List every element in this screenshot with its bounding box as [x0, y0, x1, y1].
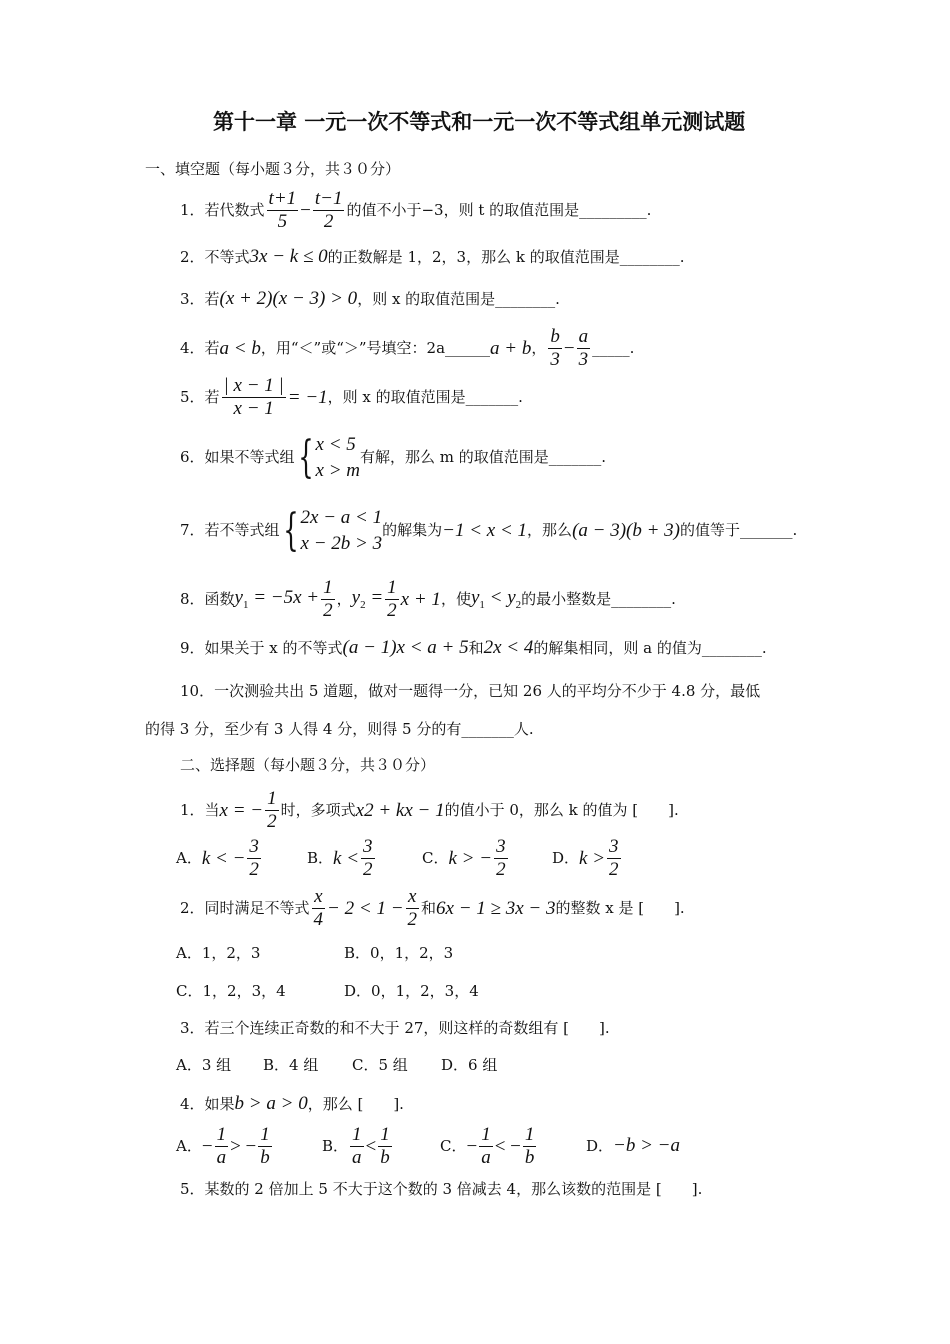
- fraction: $\frac{a}{3}$: [578, 326, 589, 370]
- choice-question-1: 1．当x = − $\frac{1}{2}$ 时，多项式x2 + kx − 1的值小于 0，那么 k 的值为 [ ].: [180, 788, 679, 832]
- question-2: 2．不等式3x − k ≤ 0的正数解是 1，2，3，那么 k 的取值范围是________.: [180, 246, 685, 267]
- left-brace-icon: {: [282, 504, 299, 556]
- inequality-system: x < 5 x > m: [315, 434, 361, 481]
- section-heading-multiple-choice: 二、选择题（每小题３分，共３０分）: [180, 756, 436, 774]
- left-brace-icon: {: [297, 431, 314, 483]
- question-9: 9．如果关于 x 的不等式(a − 1)x < a + 5和2x < 4的解集相同，则 a 的值为________.: [180, 637, 767, 658]
- fraction: $\frac{x}{2}$: [407, 886, 418, 930]
- choice-1-option-a: A．k < − $\frac{3}{2}$: [176, 836, 259, 880]
- choice-2-option-b: B．0，1，2，3: [344, 944, 454, 962]
- fraction: $\frac{1}{2}$: [267, 788, 277, 832]
- fraction: $\frac{t+1}{5}$: [268, 188, 297, 232]
- choice-question-2: 2．同时满足不等式 $\frac{x}{4}$ − 2 < 1 − $\frac{x}{2}$ 和6x − 1 ≥ 3x − 3的整数 x 是 [ ].: [180, 886, 685, 930]
- choice-1-option-d: D．k > $\frac{3}{2}$: [552, 836, 619, 880]
- math-expression: 3x − k ≤ 0: [249, 246, 328, 267]
- choice-4-option-a: A．− $\frac{1}{a}$ > − $\frac{1}{b}$: [176, 1124, 270, 1168]
- question-1: 1．若代数式 $\frac{t+1}{5}$ − $\frac{t-1}{2}$ 的值不小于−3，则 t 的取值范围是_________.: [180, 188, 652, 232]
- choice-2-option-d: D．0，1，2，3，4: [344, 982, 479, 1000]
- question-10-line-1: 10．一次测验共出 5 道题，做对一题得一分，已知 26 人的平均分不少于 4.8 分，最低: [180, 682, 761, 700]
- question-4: 4．若a < b，用“＜”或“＞”号填空：2a______a + b， $\frac{b}{3}$ − $\frac{a}{3}$ _____.: [180, 326, 635, 370]
- choice-1-option-b: B．k < $\frac{3}{2}$: [307, 836, 373, 880]
- fraction: $\frac{1}{2}$: [323, 577, 333, 621]
- choice-question-5: 5．某数的 2 倍加上 5 不大于这个数的 3 倍减去 4，那么该数的范围是 [ ].: [180, 1180, 703, 1198]
- fraction: $\frac{t-1}{2}$: [314, 188, 343, 232]
- math-expression: (x + 2)(x − 3) > 0: [219, 288, 358, 309]
- question-10-line-2: 的得 3 分，至少有 3 人得 4 分，则得 5 分的有_______人.: [145, 720, 534, 738]
- choice-question-4: 4．如果b > a > 0，那么 [ ].: [180, 1093, 404, 1114]
- choice-3-option-a: A．3 组: [176, 1056, 232, 1074]
- choice-3-option-d: D．6 组: [441, 1056, 498, 1074]
- choice-2-option-c: C．1，2，3，4: [176, 982, 286, 1000]
- choice-4-option-c: C．− $\frac{1}{a}$ < − $\frac{1}{b}$: [440, 1124, 535, 1168]
- question-7: 7．若不等式组{ 2x − a < 1 x − 2b > 3 的解集为−1 < x < 1，那么(a − 3)(b + 3)的值等于_______.: [180, 504, 798, 556]
- fraction: $\frac{b}{3}$: [550, 326, 560, 370]
- choice-4-option-b: B． $\frac{1}{a}$ < $\frac{1}{b}$: [322, 1124, 390, 1168]
- inequality-system: 2x − a < 1 x − 2b > 3: [300, 507, 383, 554]
- fraction: $\frac{x}{4}$: [313, 886, 324, 930]
- section-heading-fill-blank: 一、填空题（每小题３分，共３０分）: [145, 160, 401, 178]
- fraction: $\frac{1}{2}$: [387, 577, 397, 621]
- fraction: $\frac{| x - 1 |}{x - 1}$: [223, 375, 284, 419]
- choice-1-option-c: C．k > − $\frac{3}{2}$: [422, 836, 506, 880]
- choice-3-option-c: C．5 组: [352, 1056, 408, 1074]
- question-3: 3．若(x + 2)(x − 3) > 0，则 x 的取值范围是________.: [180, 288, 560, 309]
- choice-4-option-d: D．−b > −a: [586, 1135, 680, 1156]
- choice-question-3: 3．若三个连续正奇数的和不大于 27，则这样的奇数组有 [ ].: [180, 1019, 610, 1037]
- question-8: 8．函数$y_1 = -5x$ + $\frac{1}{2}$ ，$y_2$ = $\frac{1}{2}$ x + 1，使$y_1 < y_2$的最小整数是________.: [180, 577, 676, 621]
- question-5: 5．若 $\frac{| x - 1 |}{x - 1}$ = −1，则 x 的取值范围是_______.: [180, 375, 523, 419]
- page-title: 第十一章 一元一次不等式和一元一次不等式组单元测试题: [213, 110, 746, 134]
- question-6: 6．如果不等式组{ x < 5 x > m 有解，那么 m 的取值范围是_______.: [180, 431, 607, 483]
- choice-2-option-a: A．1，2，3: [176, 944, 261, 962]
- choice-3-option-b: B．4 组: [263, 1056, 319, 1074]
